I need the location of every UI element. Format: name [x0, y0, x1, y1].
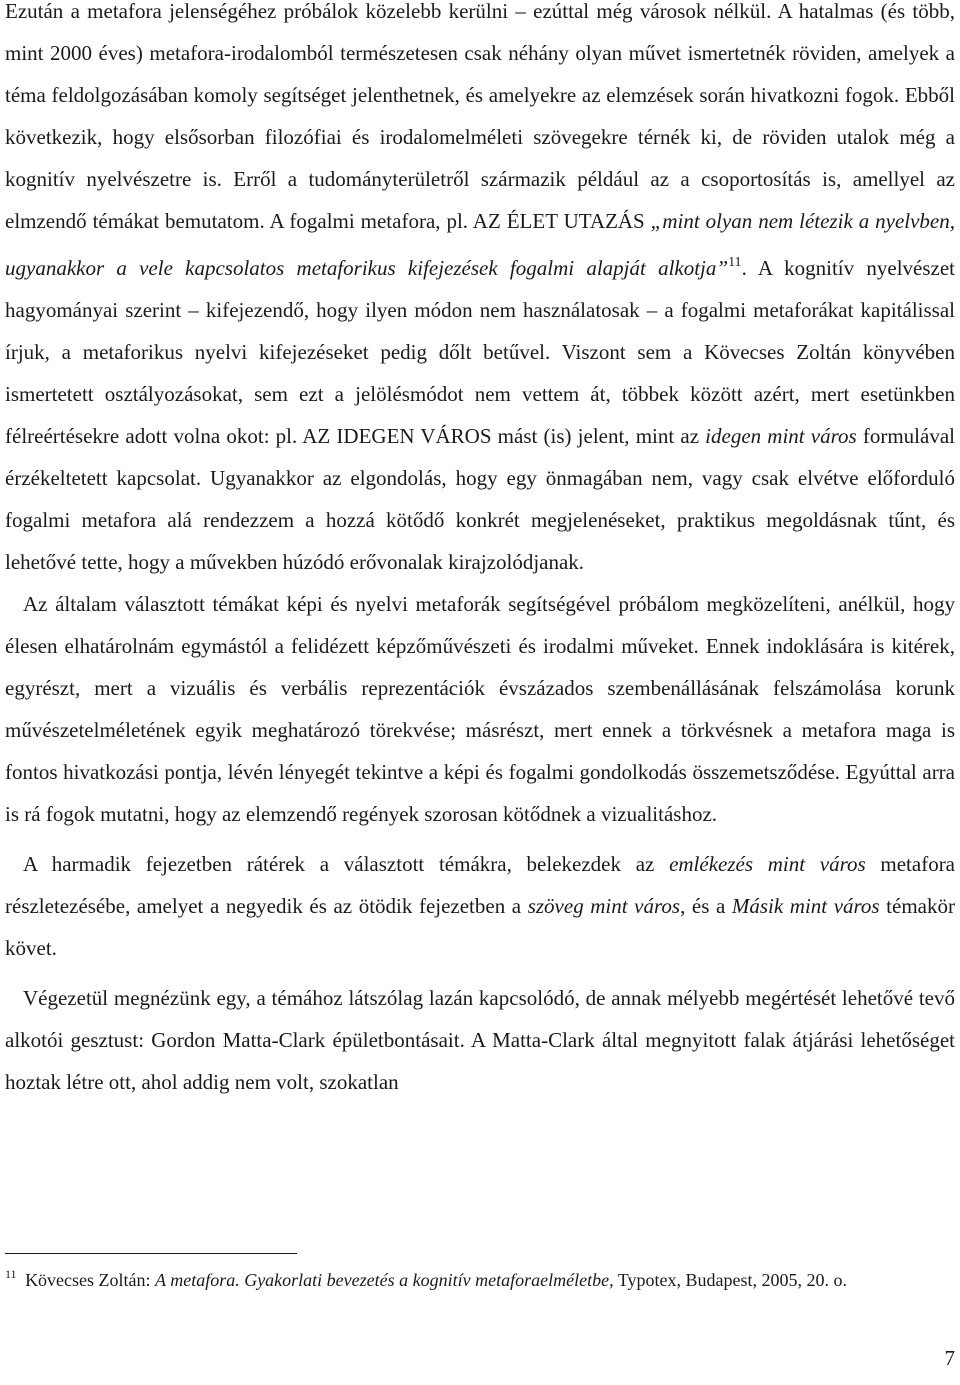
text-run: témakör követ.: [5, 894, 955, 960]
text-run: , és a: [680, 894, 732, 918]
footnote-title: A metafora. Gyakorlati bevezetés a kognitív metaforaelméletbe,: [155, 1270, 614, 1290]
footnote-divider: [5, 1253, 297, 1254]
paragraph-chapter-outline: [5, 843, 955, 969]
footnote-author: Kövecses Zoltán:: [20, 1270, 156, 1290]
text-run: formulával érzékeltetett kapcsolat. Ugyanakkor az elgondolás, hogy egy önmagában nem, vagy csak elvétve előforduló fogalmi metafora alá rendezzem a hozzá kötődő konkrét megjelenéseket, praktikus megoldásnak tűnt, és lehetővé tette, hogy a művekben húzódó erővonalak kirajzolódjanak.: [5, 424, 955, 574]
text-run: . A kognitív nyelvészet hagyományai szerint – kifejezendő, hogy ilyen módon nem használatosak – a fogalmi metaforákat kapitálissal írjuk, a metaforikus nyelvi kifejezéseket pedig dőlt betűvel. Viszont sem a Kövecses Zoltán könyvében ismertetett osztályozásokat, sem ezt a jelölésmódot nem vettem át, többek között azért, mert esetünkben félreértésekre adott volna okot: pl. AZ IDEGEN VÁROS mást (is) jelent, mint az: [5, 256, 955, 448]
italic-phrase: idegen mint város: [705, 424, 857, 448]
quote-italic: „mint olyan nem létezik a nyelvben, ugyanakkor a vele kapcsolatos metaforikus kifejezések fogalmi alapját alkotja”: [5, 209, 955, 280]
footnote: [5, 1262, 955, 1292]
text-run: Ezután a metafora jelenségéhez próbálok közelebb kerülni – ezúttal még városok nélkül. A hatalmas (és több, mint 2000 éves) metafora-irodalomból természetesen csak néhány olyan művet ismertetnék röviden, amelyek a téma feldolgozásában komoly segítséget jelenthetnek, és amelyekre az elemzések során hivatkozni fogok. Ebből következik, hogy elsősorban filozófiai és irodalomelméleti szövegekre térnék ki, de röviden utalok még a kognitív nyelvészetre is. Erről a tudományterületről származik például az a csoportosítás is, amellyel az elmzendő témákat bemutatom. A fogalmi metafora, pl. AZ ÉLET UTAZÁS: [5, 0, 955, 233]
footnote-number: 11: [5, 1267, 17, 1281]
italic-phrase: emlékezés mint város: [669, 852, 866, 876]
paragraph-matta-clark: Végezetül megnézünk egy, a témához látszólag lazán kapcsolódó, de annak mélyebb megértését lehetővé tevő alkotói gesztust: Gordon Matta-Clark épületbontásait. A Matta-Clark által megnyitott falak átjárási lehetőséget hoztak létre ott, ahol addig nem volt, szokatlan: [5, 986, 955, 1094]
italic-phrase: szöveg mint város: [527, 894, 681, 918]
page-number: 7: [944, 1346, 955, 1370]
paragraph-metaphor-intro: [5, 0, 955, 583]
text-run: A harmadik fejezetben rátérek a választott témákra, belekezdek az: [23, 852, 670, 876]
footnote-publisher: Typotex, Budapest, 2005, 20. o.: [613, 1270, 847, 1290]
italic-phrase: Másik mint város: [731, 894, 880, 918]
text-run: metafora részletezésébe, amelyet a negyedik és az ötödik fejezetben a: [5, 852, 956, 918]
paragraph-visual-verbal: Az általam választott témákat képi és nyelvi metaforák segítségével próbálom megközelíteni, anélkül, hogy élesen elhatárolnám egymástól a felidézett képzőművészeti és irodalmi műveket. Ennek indoklására is kitérek, egyrészt, mert a vizuális és verbális reprezentációk évszázados szembenállásának felszámolása korunk művészetelméletének egyik meghatározó törekvése; másrészt, mert ennek a törkvésnek a metafora maga is fontos hivatkozási pontja, lévén lényegét tekintve a képi és fogalmi gondolkodás összemetsződése. Egyúttal arra is rá fogok mutatni, hogy az elemzendő regények szorosan kötődnek a vizualitáshoz.: [5, 592, 955, 826]
footnote-reference[interactable]: 11: [728, 255, 742, 270]
